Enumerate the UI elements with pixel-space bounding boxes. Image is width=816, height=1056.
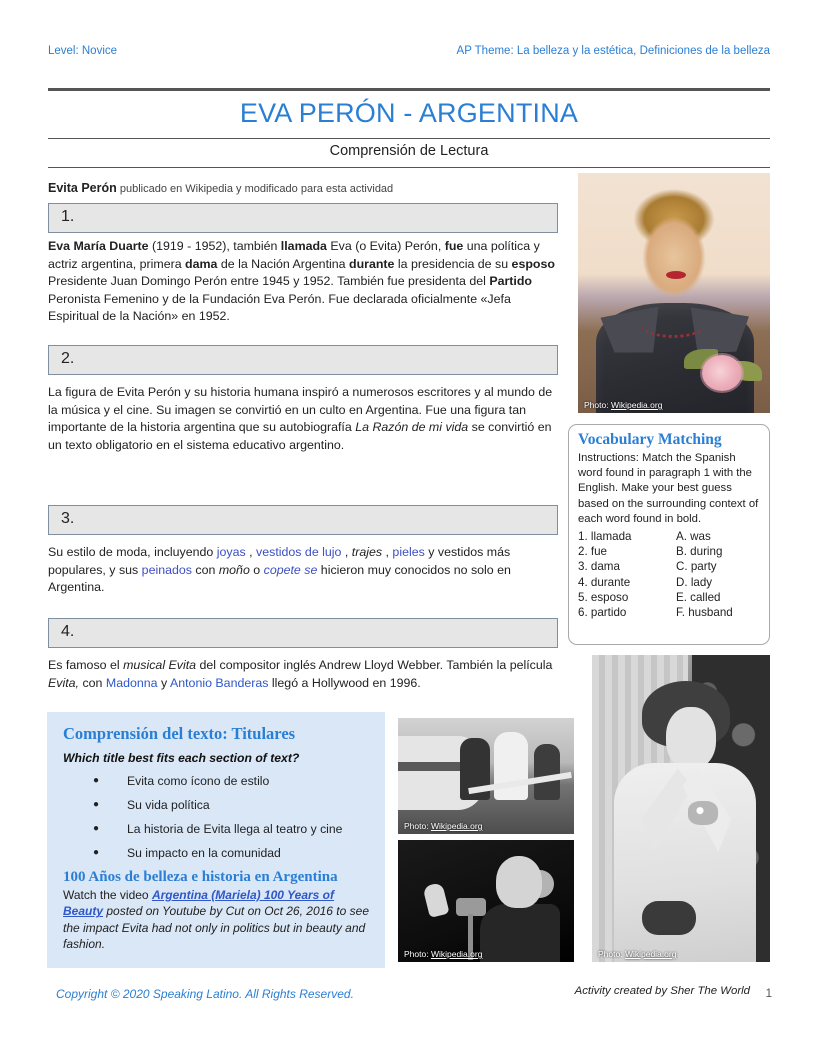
vocab-spanish-item: 5. esposo bbox=[578, 590, 629, 604]
video-section-title: 100 Años de belleza e historia en Argentina bbox=[63, 869, 338, 885]
video-rest-text: posted on Youtube by Cut on Oct 26, 2016 to see the impact Evita had not only in politics but in beauty and fashion. bbox=[63, 904, 369, 952]
vocab-english-item: C. party bbox=[676, 560, 717, 574]
photo-caption: Photo: Wikipedia.org bbox=[404, 821, 483, 831]
source-credit: publicado en Wikipedia y modificado para esta actividad bbox=[119, 183, 394, 195]
vocabulary-lists bbox=[578, 529, 761, 620]
vocab-english-item: F. husband bbox=[676, 606, 733, 620]
photo-evita-white-suit bbox=[592, 655, 770, 962]
photo-caption: Photo: Wikipedia.org bbox=[584, 400, 663, 410]
footer-copyright: Copyright © 2020 Speaking Latino. All Rights Reserved. bbox=[56, 987, 354, 1001]
photo-evita-airplane bbox=[398, 718, 574, 834]
ap-theme-label: AP Theme: La belleza y la estética, Definiciones de la belleza bbox=[456, 45, 770, 57]
video-instructions bbox=[63, 887, 371, 953]
vocabulary-spanish-column bbox=[578, 529, 676, 620]
suit-corsage bbox=[688, 801, 718, 825]
figure-white-suit bbox=[494, 732, 528, 800]
footer-page-number: 1 bbox=[765, 988, 772, 1000]
vocab-english-item: A. was bbox=[676, 530, 711, 544]
section-number-bar-1: 1. bbox=[48, 203, 558, 233]
section-number-bar-2: 2. bbox=[48, 345, 558, 375]
figure-background bbox=[534, 744, 560, 800]
header-rule-middle bbox=[48, 138, 770, 139]
portrait-rose bbox=[702, 355, 742, 391]
suit-face bbox=[666, 707, 716, 769]
vocabulary-matching-box bbox=[568, 424, 770, 645]
footer-credit: Activity created by Sher The World bbox=[574, 985, 750, 997]
vocab-spanish-item: 3. dama bbox=[578, 560, 620, 574]
page-subtitle: Comprensión de Lectura bbox=[329, 143, 489, 159]
comprehension-options-list bbox=[63, 769, 371, 865]
section-paragraph-2: La figura de Evita Perón y su historia humana inspiró a numerosos escritores y al mundo de la música y el cine. Su imagen se convirtió en un culto en Argentina. Fue una figura tan importante de la historia argentina que su autobiografía La Razón de mi vida se convirtió en un texto obligatorio en el sistema educativo argentino. bbox=[48, 385, 553, 452]
page-title: EVA PERÓN - ARGENTINA bbox=[239, 98, 579, 128]
section-paragraph-1: Eva María Duarte (1919 - 1952), también llamada Eva (o Evita) Perón, fue una política y actriz argentina, primera dama de la Nación Argentina durante la presidencia de su esposo Presidente Juan Domingo Perón entre 1945 y 1952. También fue presidenta del Partido Peronista Femenino y de la Fundación Eva Perón. Fue declarada oficialmente «Jefa Espiritual de la Nación» en 1952. bbox=[48, 239, 555, 324]
vocabulary-english-column bbox=[676, 529, 733, 620]
header-rule-top bbox=[48, 88, 770, 91]
source-name: Evita Perón bbox=[48, 181, 117, 195]
comprehension-option[interactable]: ● Evita como ícono de estilo bbox=[93, 769, 371, 793]
vocab-english-item: D. lady bbox=[676, 575, 713, 589]
speech-raised-hand bbox=[422, 882, 449, 918]
section-number-bar-3: 3. bbox=[48, 505, 558, 535]
speech-head bbox=[496, 856, 542, 908]
level-label: Level: Novice bbox=[48, 45, 118, 57]
vocab-spanish-item: 6. partido bbox=[578, 606, 627, 620]
section-paragraph-4: Es famoso el musical Evita del compositor inglés Andrew Lloyd Webber. También la película Evita, con Madonna y Antonio Banderas llegó a Hollywood en 1996. bbox=[48, 658, 553, 690]
comprehension-option[interactable]: ● Su impacto en la comunidad bbox=[93, 841, 371, 865]
vocab-english-item: B. during bbox=[676, 545, 723, 559]
photo-caption: Photo: Wikipedia.org bbox=[598, 949, 677, 959]
comprehension-question: Which title best fits each section of text? bbox=[63, 751, 300, 765]
comprehension-option[interactable]: ● Su vida política bbox=[93, 793, 371, 817]
video-link[interactable]: Argentina (Mariela) 100 Years of Beauty bbox=[63, 888, 335, 919]
speech-torso bbox=[480, 904, 560, 962]
header-rule-bottom bbox=[48, 167, 770, 168]
vocab-spanish-item: 4. durante bbox=[578, 575, 631, 589]
comprehension-title: Comprensión del texto: Titulares bbox=[63, 724, 296, 743]
comprehension-box bbox=[47, 712, 385, 968]
vocab-spanish-item: 2. fue bbox=[578, 545, 608, 559]
portrait-necklace bbox=[640, 309, 706, 338]
photo-evita-portrait bbox=[578, 173, 770, 413]
suit-hands bbox=[642, 901, 696, 935]
vocabulary-title: Vocabulary Matching bbox=[578, 431, 722, 448]
photo-evita-speech bbox=[398, 840, 574, 962]
vocab-english-item: E. called bbox=[676, 590, 721, 604]
video-intro-text: Watch the video bbox=[63, 888, 152, 902]
comprehension-option[interactable]: ● La historia de Evita llega al teatro y cine bbox=[93, 817, 371, 841]
section-number-bar-4: 4. bbox=[48, 618, 558, 648]
vocabulary-instructions: Instructions: Match the Spanish word found in paragraph 1 with the English. Make your best guess based on the surrounding context of each word found in bold. bbox=[578, 452, 759, 525]
section-paragraph-3: Su estilo de moda, incluyendo joyas , vestidos de lujo , trajes , pieles y vestidos más populares, y sus peinados con moño o copete se hicieron muy conocidos no solo en Argentina. bbox=[48, 545, 511, 595]
portrait-lips bbox=[666, 271, 686, 279]
page-header bbox=[48, 45, 770, 61]
photo-caption: Photo: Wikipedia.org bbox=[404, 949, 483, 959]
vocab-spanish-item: 1. llamada bbox=[578, 530, 632, 544]
source-attribution bbox=[48, 181, 558, 195]
